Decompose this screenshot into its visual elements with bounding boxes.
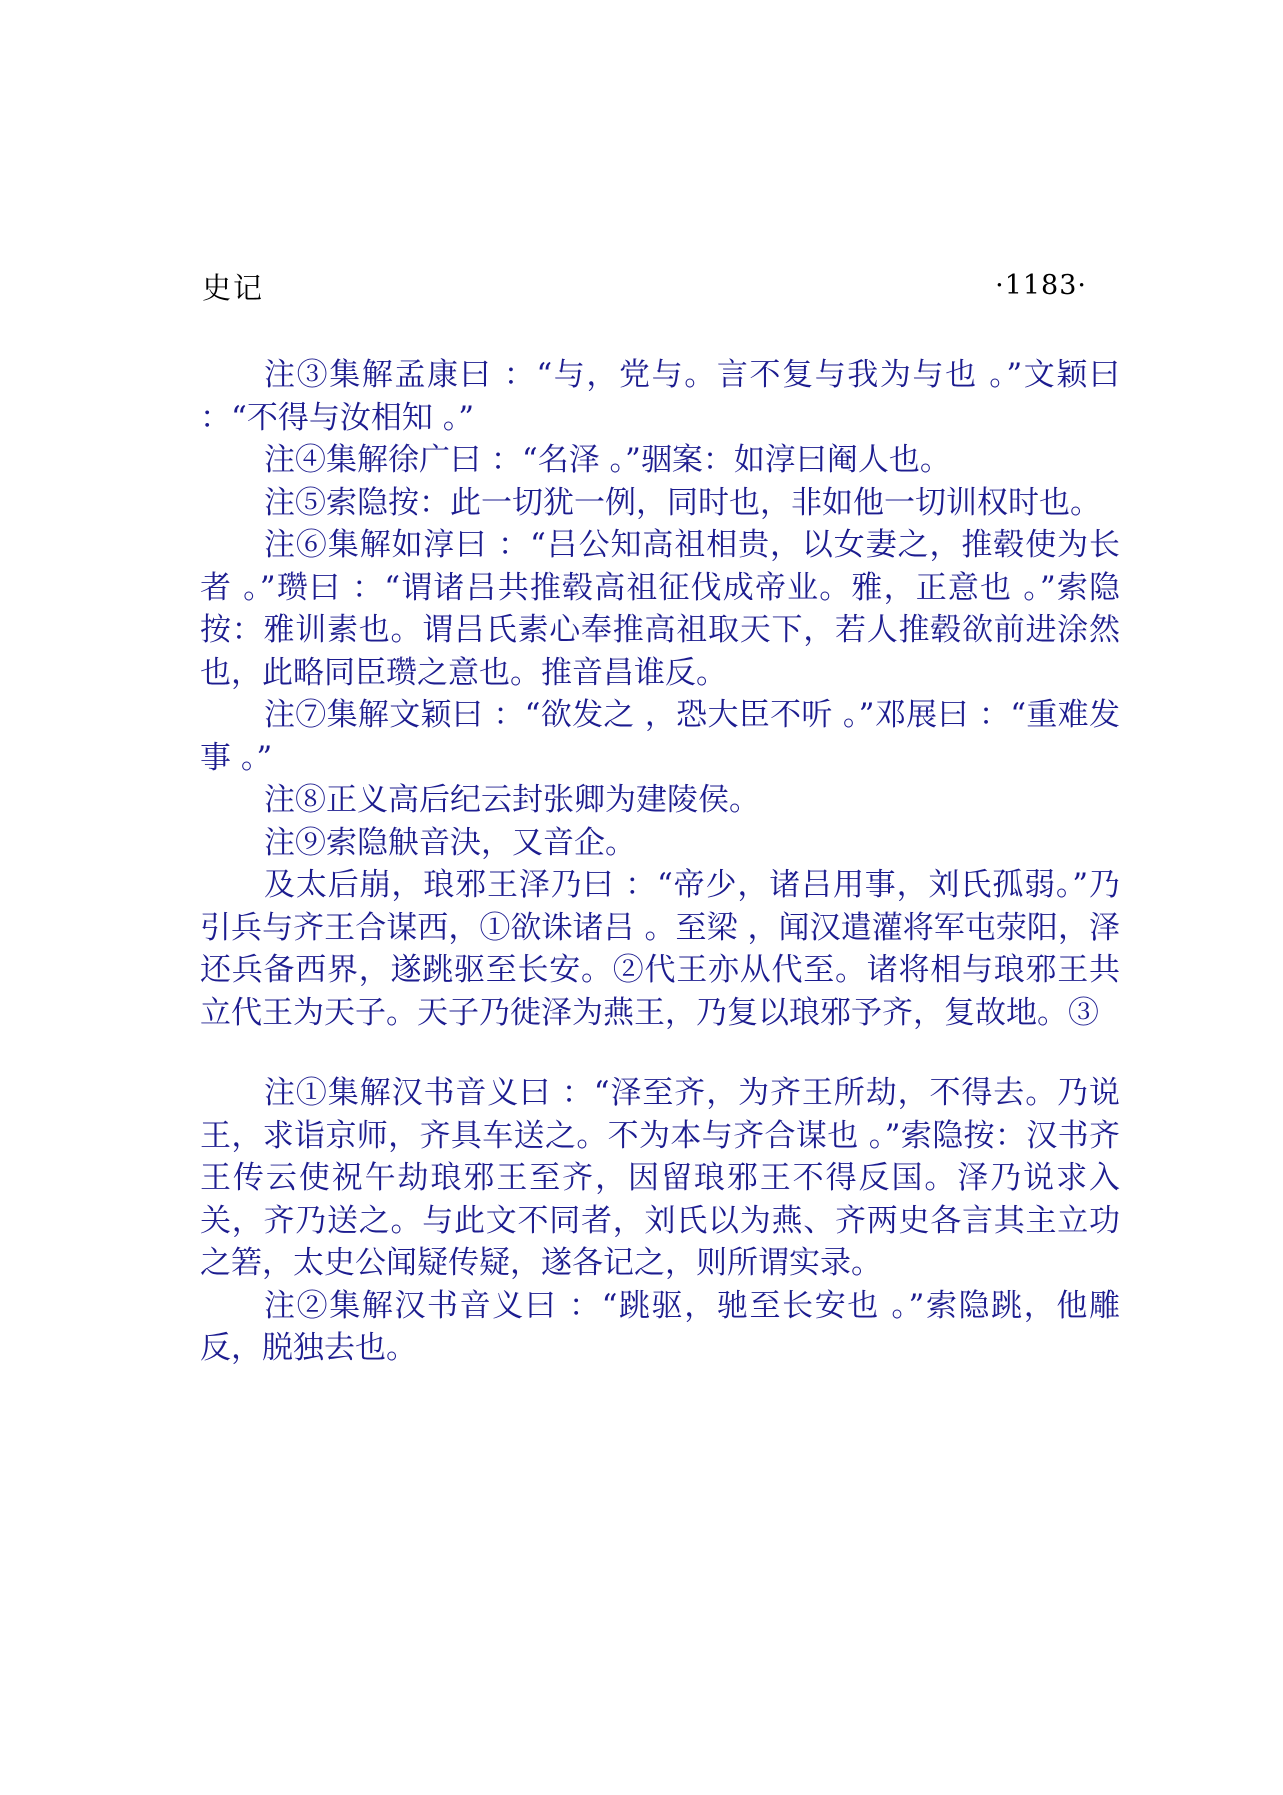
note-paragraph: 注④集解徐广曰 ：“名泽 。”骃案：如淳曰阉人也。 — [264, 442, 951, 478]
note-paragraph: 注⑦集解文颖曰 ：“欲发之 ，恐大臣不听 。”邓展曰 ：“重难发事 。” — [200, 697, 1120, 776]
running-head-title: 史记 — [202, 271, 265, 305]
section-gap — [200, 1034, 1120, 1072]
note-paragraph: 注③集解孟康曰 ：“与，党与。言不复与我为与也 。”文颖曰 ：“不得与汝相知 。” — [200, 357, 1120, 436]
body-text — [200, 354, 1120, 1370]
note-paragraph: 注②集解汉书音义曰 ：“跳驱，驰至长安也 。”索隐跳，他雕反，脱独去也。 — [200, 1287, 1120, 1366]
note-paragraph: 注⑥集解如淳曰 ：“吕公知高祖相贵，以女妻之，推毂使为长者 。”瓒曰 ：“谓诸吕共推毂高祖征伐成帝业。雅，正意也 。”索隐按：雅训素也。谓吕氏素心奉推高祖取天下，若人推毂欲前进涂然也，此略同臣瓒之意也。推音昌谁反。 — [200, 527, 1120, 691]
note-paragraph: 注⑤索隐按：此一切犹一例，同时也，非如他一切训权时也。 — [264, 484, 1101, 521]
main-text-paragraph: 及太后崩，琅邪王泽乃曰 ：“帝少，诸吕用事，刘氏孤弱。”乃引兵与齐王合谋西，①欲诛诸吕 。至梁 ，闻汉遣灌将军屯荥阳，泽还兵备西界，遂跳驱至长安。②代王亦从代至。诸将相与琅邪王共立代王为天子。天子乃徙泽为燕王，乃复以琅邪予齐，复故地。③ — [200, 867, 1120, 1031]
note-paragraph: 注⑧正义高后纪云封张卿为建陵侯。 — [264, 782, 760, 818]
page-number: ·1183· — [995, 270, 1087, 301]
note-paragraph: 注①集解汉书音义曰 ：“泽至齐，为齐王所劫，不得去。乃说王，求诣京师，齐具车送之。不为本与齐合谋也 。”索隐按：汉书齐王传云使祝午劫琅邪王至齐，因留琅邪王不得反国。泽乃说求入关，齐乃送之。与此文不同者，刘氏以为燕、齐两史各言其主立功之箬，太史公闻疑传疑，遂各记之，则所谓实录。 — [200, 1075, 1120, 1281]
note-paragraph: 注⑨索隐觖音決，又音企。 — [264, 824, 636, 861]
